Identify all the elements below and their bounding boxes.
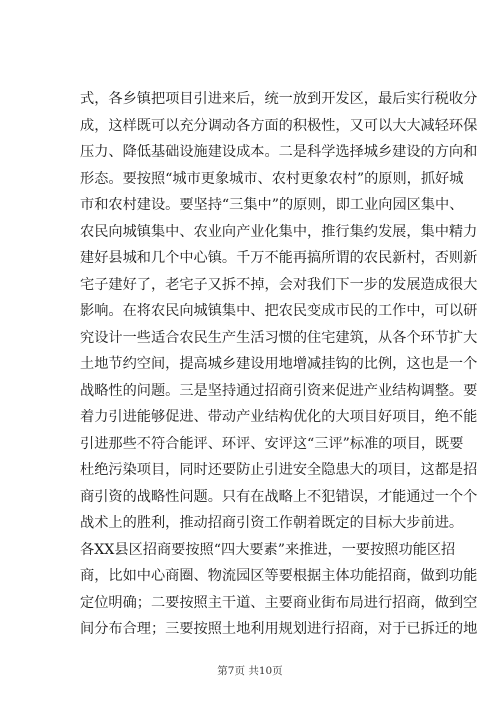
text-line: 战略性的问题。三是坚持通过招商引资来促进产业结构调整。要 (80, 382, 478, 399)
text-line: 杜绝污染项目，同时还要防止引进安全隐患大的项目，这都是招 (80, 462, 478, 478)
text-line: 引进那些不符合能评、环评、安评这“三评”标准的项目，既要 (80, 435, 464, 452)
text-line: 市和农村建设。要坚持“三集中”的原则，即工业向园区集中、 (80, 197, 464, 213)
text-line: 究设计一些适合农民生产生活习惯的住宅建筑，从各个环节扩大 (80, 329, 478, 346)
text-line: 着力引进能够促进、带动产业结构优化的大项目好项目，绝不能 (80, 409, 478, 425)
text-line: 宅子建好了，老宅子又拆不掉，会对我们下一步的发展造成很大 (80, 276, 478, 293)
text-line: 农民向城镇集中、农业向产业化集中，推行集约发展，集中精力 (80, 223, 478, 240)
text-line: 土地节约空间，提高城乡建设用地增减挂钩的比例，这也是一个 (80, 356, 478, 372)
text-line: 影响。在将农民向城镇集中、把农民变成市民的工作中，可以研 (80, 303, 478, 319)
text-line: 形态。要按照“城市更象城市、农村更象农村”的原则，抓好城 (80, 170, 464, 187)
text-line: 定位明确；二要按照主干道、主要商业街布局进行招商，做到空 (80, 594, 478, 611)
text-line: 式，各乡镇把项目引进来后，统一放到开发区，最后实行税收分 (80, 91, 478, 107)
text-line: 各XX县区招商要按照“四大要素”来推进，一要按照功能区招 (80, 541, 456, 558)
text-line: 建好县城和几个中心镇。千万不能再搞所谓的农民新村，否则新 (80, 250, 478, 266)
body-text (80, 86, 478, 643)
text-line: 成，这样既可以充分调动各方面的积极性，又可以大大减轻环保 (80, 117, 478, 134)
text-line: 商，比如中心商圈、物流园区等要根据主体功能招商，做到功能 (80, 568, 478, 584)
text-line: 战术上的胜利，推动招商引资工作朝着既定的目标大步前进。 (80, 515, 464, 531)
text-line: 压力、降低基础设施建设成本。二是科学选择城乡建设的方向和 (80, 144, 478, 160)
page-number-footer: 第7页 共10页 (217, 665, 283, 677)
text-line: 商引资的战略性问题。只有在战略上不犯错误，才能通过一个个 (80, 488, 478, 505)
text-line: 间分布合理；三要按照土地利用规划进行招商，对于已拆迁的地 (80, 621, 478, 637)
